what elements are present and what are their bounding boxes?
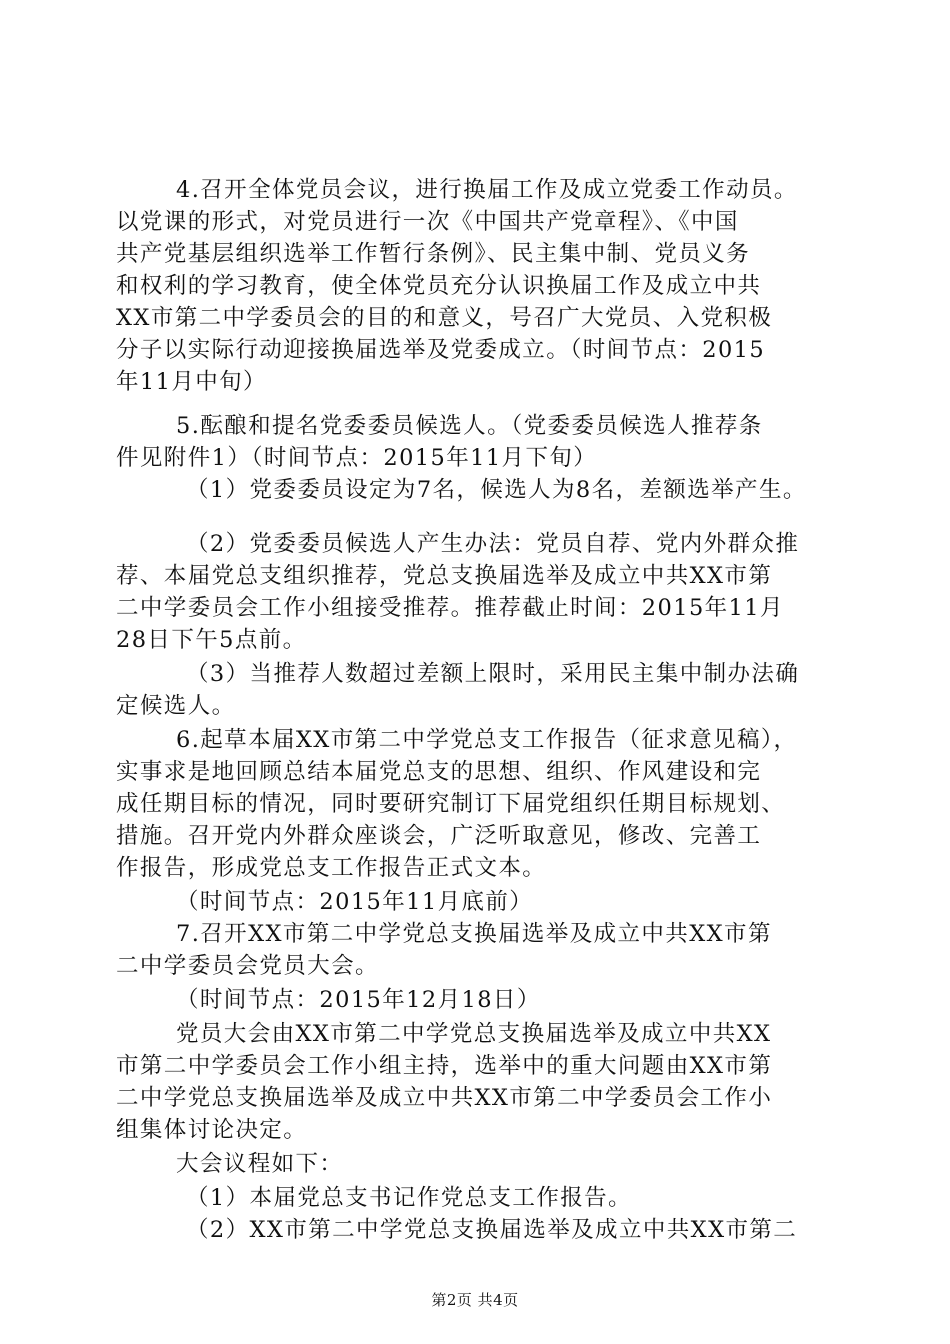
text-line: XX市第二中学委员会的目的和意义，号召广大党员、入党积极 (116, 305, 773, 331)
text-line: 实事求是地回顾总结本届党总支的思想、组织、作风建设和完 (116, 759, 762, 785)
text-line: 措施。召开党内外群众座谈会，广泛听取意见，修改、完善工 (116, 823, 762, 849)
text-line: 二中学党总支换届选举及成立中共XX市第二中学委员会工作小 (116, 1085, 773, 1111)
text-line: 年11月中旬） (116, 369, 267, 395)
text-line: （2）XX市第二中学党总支换届选举及成立中共XX市第二 (186, 1217, 798, 1243)
text-line: 成任期目标的情况，同时要研究制订下届党组织任期目标规划、 (116, 791, 786, 817)
text-line: 大会议程如下： (176, 1151, 344, 1177)
text-line: 6.起草本届XX市第二中学党总支工作报告（征求意见稿）， (176, 727, 798, 753)
text-line: 分子以实际行动迎接换届选举及党委成立。（时间节点：2015 (116, 337, 766, 363)
text-line: （时间节点：2015年11月底前） (176, 889, 534, 915)
text-line: （1）党委委员设定为7名，候选人为8名，差额选举产生。 (186, 477, 807, 503)
text-line: 件见附件1）（时间节点：2015年11月下旬） (116, 445, 598, 471)
text-line: 共产党基层组织选举工作暂行条例》、民主集中制、党员义务 (116, 241, 751, 267)
text-line: 二中学委员会党员大会。 (116, 953, 379, 979)
text-line: 5.酝酿和提名党委委员候选人。（党委委员候选人推荐条 (176, 413, 763, 439)
text-line: （3）当推荐人数超过差额上限时，采用民主集中制办法确 (186, 661, 800, 687)
text-line: 荐、本届党总支组织推荐，党总支换届选举及成立中共XX市第 (116, 563, 773, 589)
page-number-footer: 第2页 共4页 (431, 1291, 519, 1309)
text-line: 7.召开XX市第二中学党总支换届选举及成立中共XX市第 (176, 921, 772, 947)
text-line: 作报告，形成党总支工作报告正式文本。 (116, 855, 547, 881)
text-line: 组集体讨论决定。 (116, 1117, 308, 1143)
text-line: （2）党委委员候选人产生办法：党员自荐、党内外群众推 (186, 531, 800, 557)
text-line: 和权利的学习教育，使全体党员充分认识换届工作及成立中共 (116, 273, 762, 299)
text-line: 以党课的形式，对党员进行一次《中国共产党章程》、《中国 (116, 209, 739, 235)
text-line: （时间节点：2015年12月18日） (176, 987, 541, 1013)
text-line: 28日下午5点前。 (116, 627, 307, 653)
text-line: 二中学委员会工作小组接受推荐。推荐截止时间：2015年11月 (116, 595, 784, 621)
text-line: （1）本届党总支书记作党总支工作报告。 (186, 1185, 632, 1211)
text-line: 党员大会由XX市第二中学党总支换届选举及成立中共XX (176, 1021, 772, 1047)
text-line: 4.召开全体党员会议，进行换届工作及成立党委工作动员。 (176, 177, 798, 203)
text-line: 市第二中学委员会工作小组主持，选举中的重大问题由XX市第 (116, 1053, 773, 1079)
text-line: 定候选人。 (116, 693, 236, 719)
